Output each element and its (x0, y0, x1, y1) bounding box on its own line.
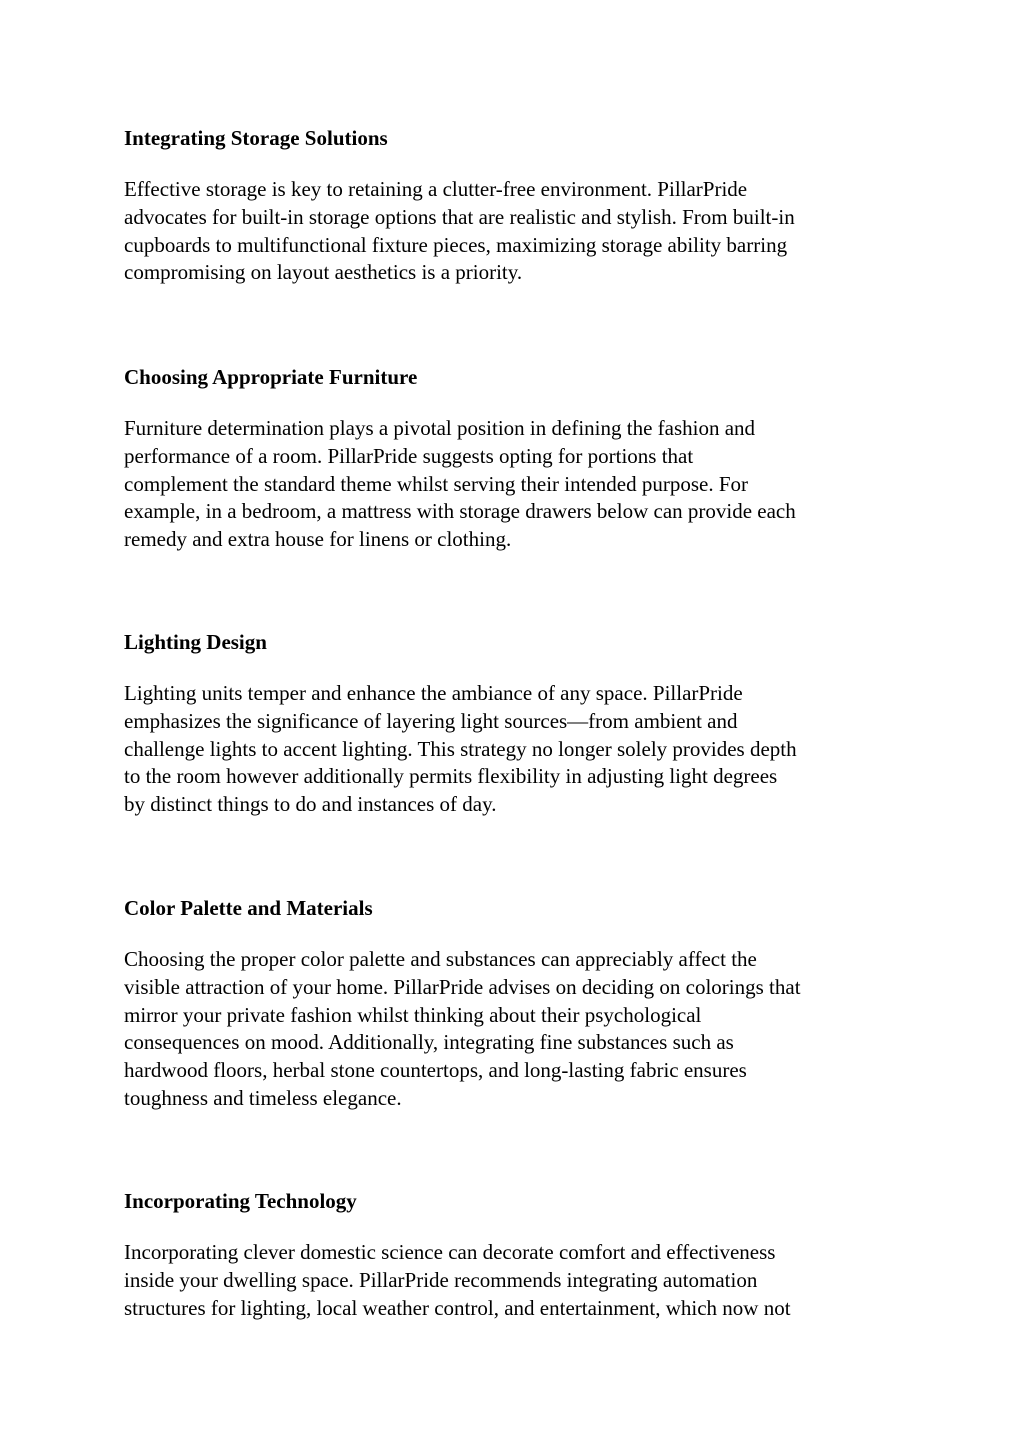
paragraph-line: challenge lights to accent lighting. This strategy no longer solely provides depth (124, 736, 797, 761)
section-heading: Incorporating Technology (124, 1189, 357, 1213)
paragraph-line: remedy and extra house for linens or clothing. (124, 527, 512, 552)
paragraph-line: compromising on layout aesthetics is a priority. (124, 260, 523, 285)
paragraph-line: Lighting units temper and enhance the ambiance of any space. PillarPride (124, 681, 743, 705)
section-heading: Lighting Design (124, 630, 267, 654)
section-lighting-design (124, 628, 914, 819)
section-paragraph (124, 946, 914, 1113)
section-choosing-furniture (124, 363, 914, 554)
section-color-palette (124, 894, 914, 1113)
section-heading: Integrating Storage Solutions (124, 126, 388, 150)
paragraph-line: example, in a bedroom, a mattress with storage drawers below can provide each (124, 499, 796, 524)
paragraph-line: cupboards to multifunctional fixture pieces, maximizing storage ability barring (124, 232, 788, 257)
paragraph-line: inside your dwelling space. PillarPride recommends integrating automation (124, 1267, 758, 1292)
section-integrating-storage (124, 124, 914, 287)
section-paragraph (124, 176, 914, 287)
paragraph-line: Incorporating clever domestic science can decorate comfort and effectiveness (124, 1240, 776, 1264)
section-heading: Color Palette and Materials (124, 896, 373, 920)
paragraph-line: mirror your private fashion whilst thinking about their psychological (124, 1002, 702, 1027)
paragraph-line: emphasizes the significance of layering light sources—from ambient and (124, 708, 738, 733)
paragraph-line: complement the standard theme whilst serving their intended purpose. For (124, 471, 749, 496)
paragraph-line: toughness and timeless elegance. (124, 1085, 402, 1110)
paragraph-line: structures for lighting, local weather control, and entertainment, which now not (124, 1295, 791, 1320)
paragraph-line: advocates for built-in storage options that are realistic and stylish. From built-in (124, 204, 795, 229)
paragraph-line: Furniture determination plays a pivotal position in defining the fashion and (124, 416, 756, 440)
paragraph-line: consequences on mood. Additionally, integrating fine substances such as (124, 1030, 734, 1055)
paragraph-line: Effective storage is key to retaining a clutter-free environment. PillarPride (124, 177, 748, 201)
paragraph-line: by distinct things to do and instances of day. (124, 792, 497, 817)
section-paragraph (124, 680, 914, 819)
section-paragraph (124, 1239, 914, 1322)
section-heading: Choosing Appropriate Furniture (124, 365, 418, 389)
paragraph-line: visible attraction of your home. PillarPride advises on deciding on colorings that (124, 974, 801, 999)
paragraph-line: performance of a room. PillarPride suggests opting for portions that (124, 443, 694, 468)
paragraph-line: Choosing the proper color palette and substances can appreciably affect the (124, 947, 757, 971)
section-paragraph (124, 415, 914, 554)
paragraph-line: to the room however additionally permits flexibility in adjusting light degrees (124, 764, 778, 789)
paragraph-line: hardwood floors, herbal stone countertops, and long-lasting fabric ensures (124, 1058, 747, 1083)
section-incorporating-technology (124, 1187, 914, 1322)
